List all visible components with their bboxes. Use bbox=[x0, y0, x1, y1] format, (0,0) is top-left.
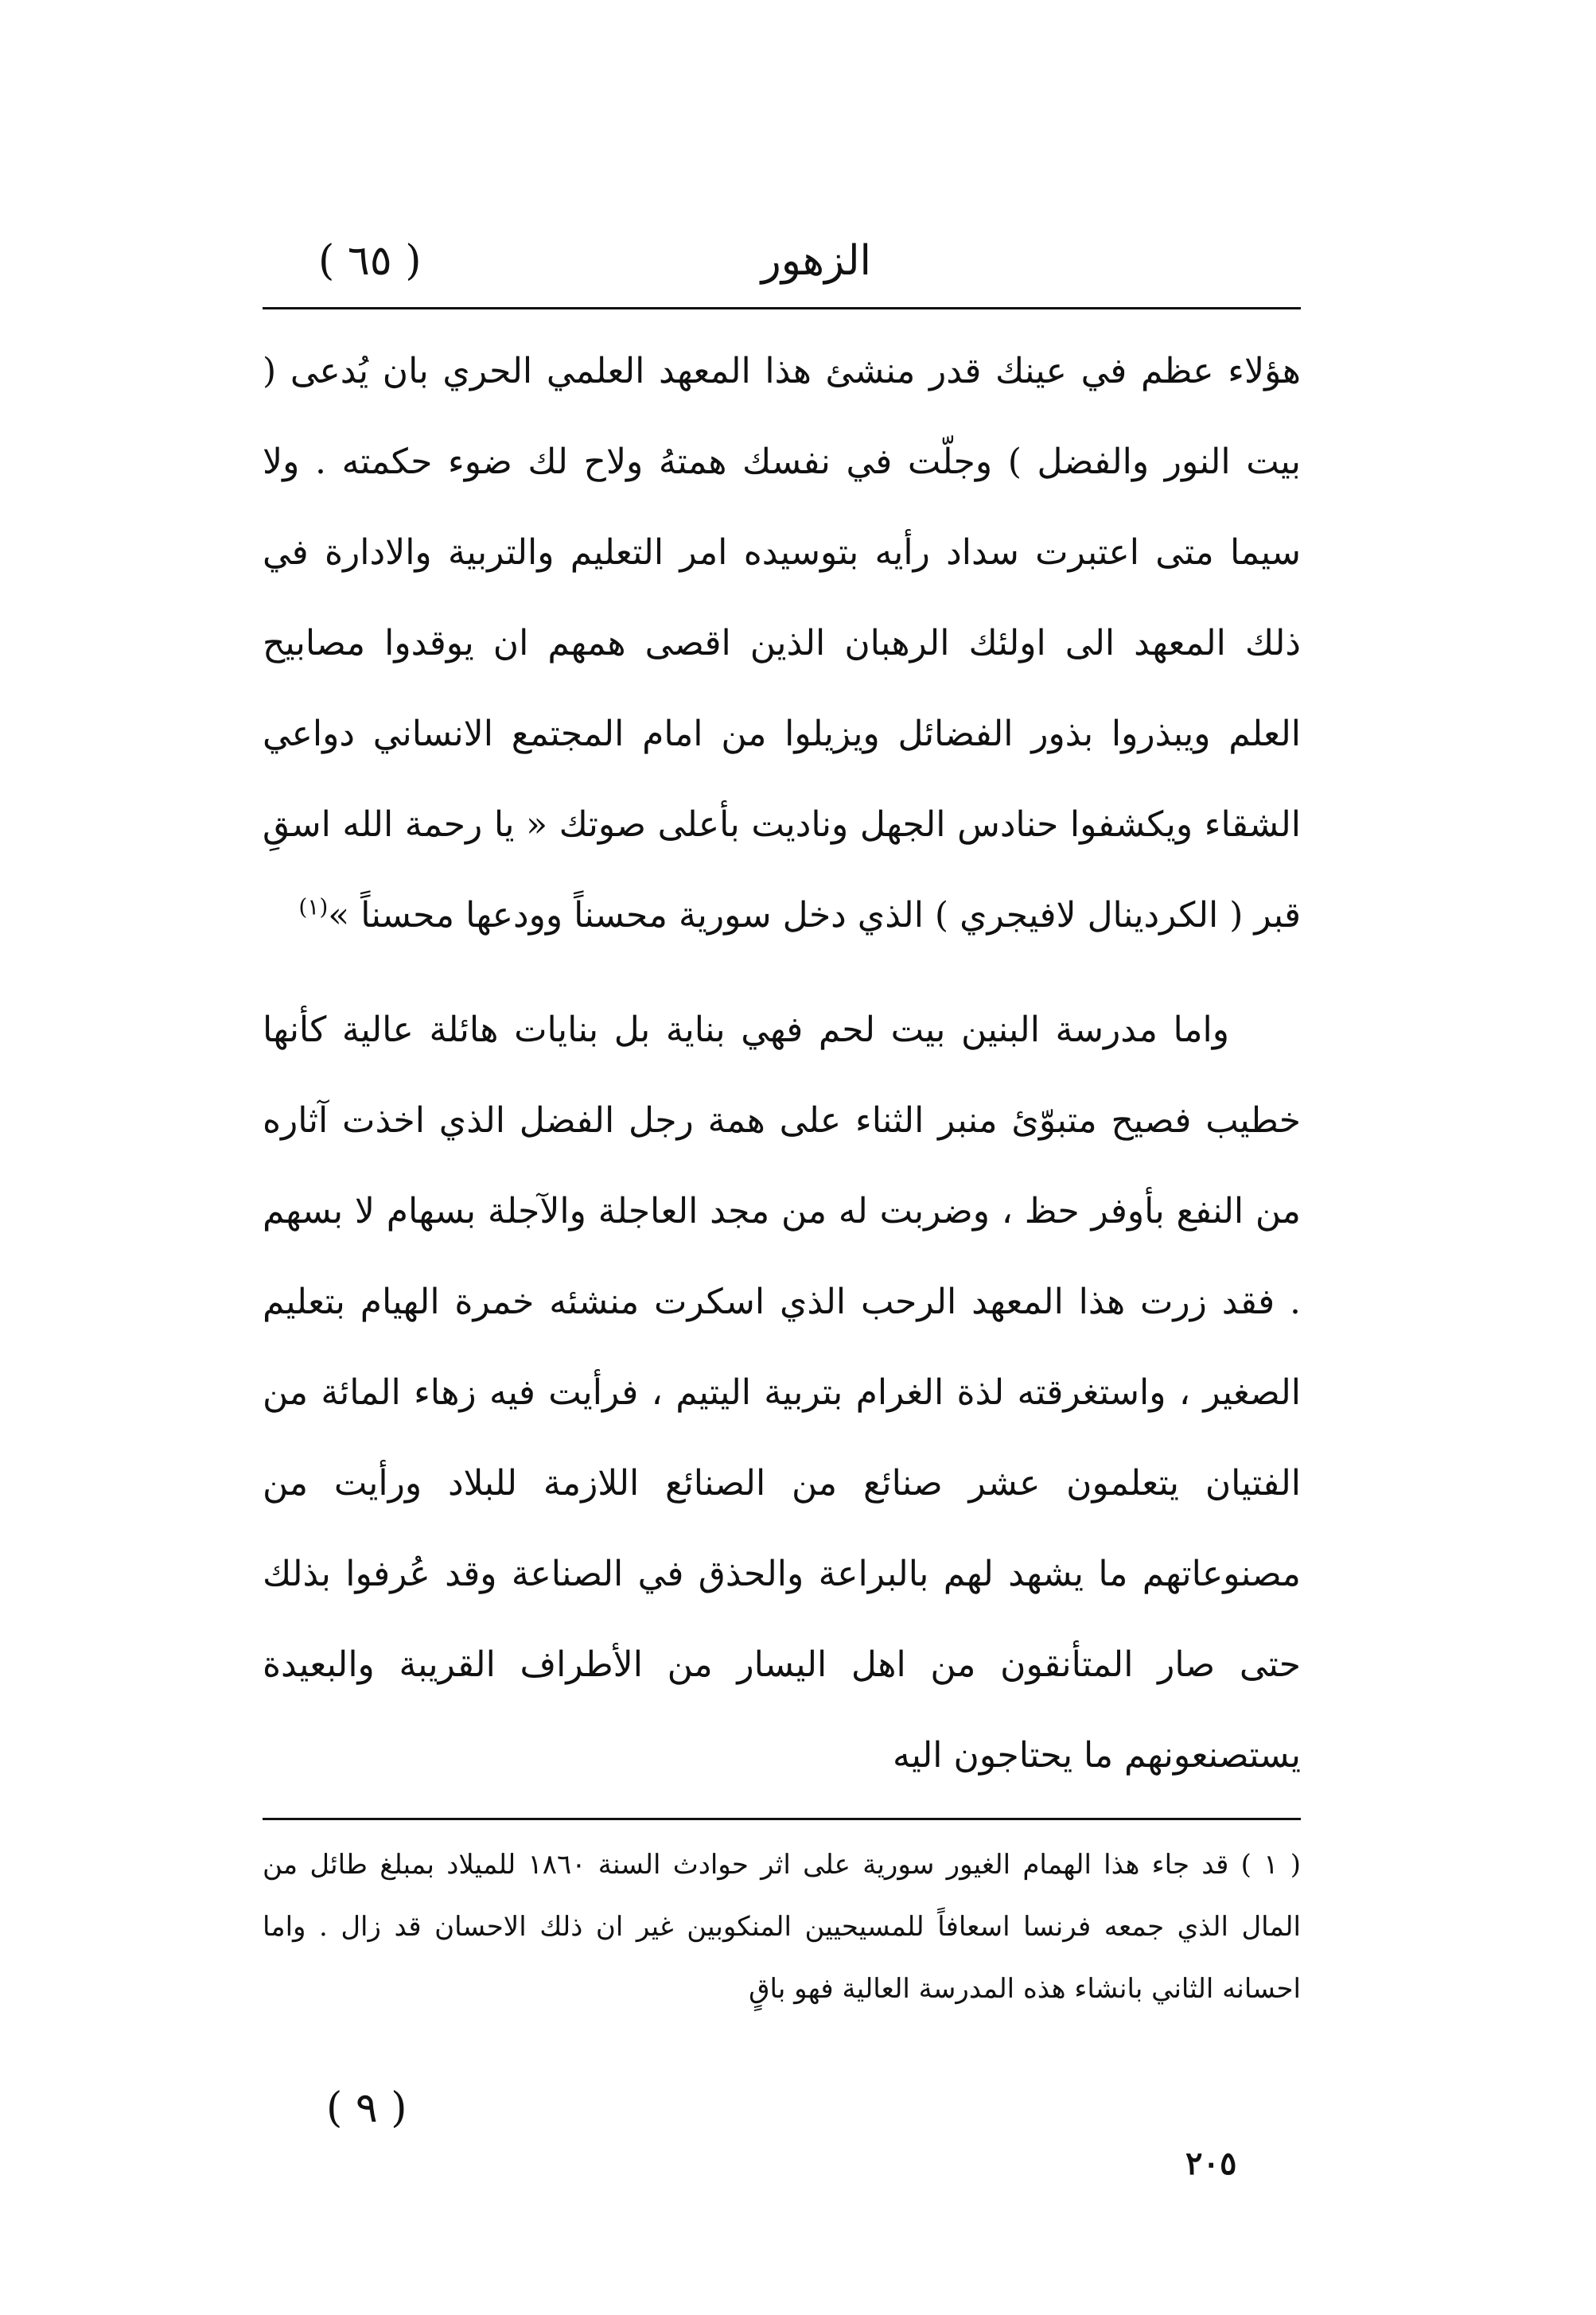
paragraph-1 bbox=[263, 326, 1301, 961]
footnote bbox=[263, 1834, 1301, 2020]
paragraph-1-text: هؤلاء عظم في عينك قدر منشئ هذا المعهد العلمي الحري بان يُدعى ( بيت النور والفضل ) وجلّت في نفسك همتهُ ولاح لك ضوء حكمته . ولا سيما متى اعتبرت سداد رأيه بتوسيده امر التعليم والتربية والادارة في ذلك المعهد الى اولئك الرهبان الذين اقصى همهم ان يوقدوا مصابيح العلم ويبذروا بذور الفضائل ويزيلوا من امام المجتمع الانساني دواعي الشقاء ويكشفوا حنادس الجهل وناديت بأعلى صوتك « يا رحمة الله اسقِ قبر ( الكردينال لافيجري ) الذي دخل سورية محسناً وودعها محسناً » bbox=[263, 351, 1301, 936]
footnote-rule bbox=[263, 1818, 1301, 1820]
page-header bbox=[263, 229, 1301, 293]
footnote-reference: (١) bbox=[298, 893, 329, 920]
printer-number: ٢٠٥ bbox=[1185, 2145, 1237, 2182]
running-title: الزهور bbox=[761, 237, 871, 285]
body-text bbox=[263, 326, 1301, 1801]
paragraph-2: واما مدرسة البنين بيت لحم فهي بناية بل بنايات هائلة عالية كأنها خطيب فصيح متبوّئ منبر الثناء على همة رجل الفضل الذي اخذت آثاره من النفع بأوفر حظ ، وضربت له من مجد العاجلة والآجلة بسهام لا بسهم . فقد زرت هذا المعهد الرحب الذي اسكرت منشئه خمرة الهيام بتعليم الصغير ، واستغرقته لذة الغرام بتربية اليتيم ، فرأيت فيه زهاء المائة من الفتيان يتعلمون عشر صنائع من الصنائع اللازمة للبلاد ورأيت من مصنوعاتهم ما يشهد لهم بالبراعة والحذق في الصناعة وقد عُرفوا بذلك حتى صار المتأنقون من اهل اليسار من الأطراف القريبة والبعيدة يستصنعونهم ما يحتاجون اليه bbox=[263, 1010, 1301, 1776]
page-number: ( ٦٥ ) bbox=[318, 237, 422, 285]
header-rule bbox=[263, 307, 1301, 309]
signature-mark: ( ٩ ) bbox=[326, 2084, 407, 2132]
footnote-text: ( ١ ) قد جاء هذا الهمام الغيور سورية على اثر حوادث السنة ١٨٦٠ للميلاد بمبلغ طائل من المال الذي جمعه فرنسا اسعافاً للمسيحيين المنكوبين غير ان ذلك الاحسان قد زال . واما احسانه الثاني بانشاء هذه المدرسة العالية فهو باقٍ bbox=[263, 1849, 1301, 2005]
